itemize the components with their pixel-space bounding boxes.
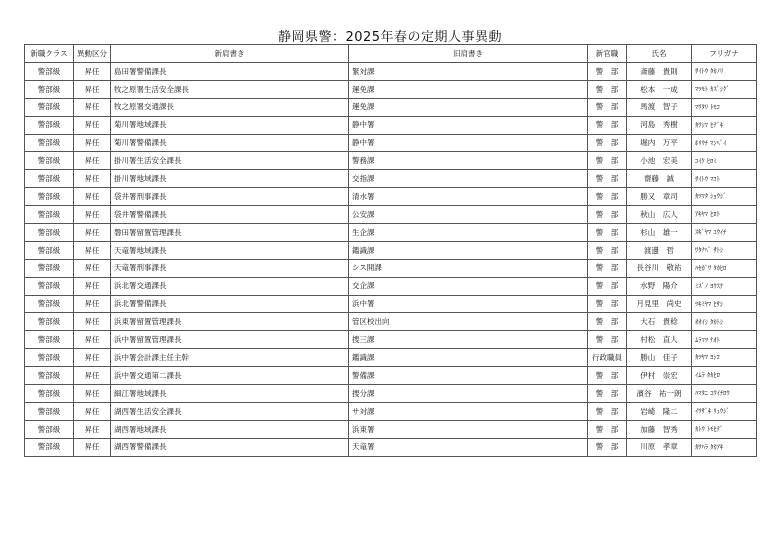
cell-transfer-type: 昇任: [74, 420, 111, 438]
cell-new-title: 牧之原署交通課長: [111, 98, 349, 116]
cell-new-title: 浜東署留置管理課長: [111, 313, 349, 331]
column-header-old-title: 旧肩書き: [349, 45, 588, 63]
cell-new-rank: 警 部: [588, 367, 627, 385]
cell-transfer-type: 昇任: [74, 152, 111, 170]
cell-transfer-type: 昇任: [74, 367, 111, 385]
table-row: [25, 63, 757, 81]
cell-new-title: 掛川署生活安全課長: [111, 152, 349, 170]
cell-new-rank: 警 部: [588, 385, 627, 403]
cell-new-class: 警部級: [25, 80, 74, 98]
cell-transfer-type: 昇任: [74, 170, 111, 188]
cell-old-title: 浜東署: [349, 420, 588, 438]
cell-new-rank: 警 部: [588, 331, 627, 349]
cell-new-title: 磐田署留置管理課長: [111, 224, 349, 242]
cell-transfer-type: 昇任: [74, 134, 111, 152]
cell-new-title: 菊川署警備課長: [111, 134, 349, 152]
cell-new-class: 警部級: [25, 331, 74, 349]
cell-old-title: 緊対課: [349, 63, 588, 81]
cell-new-title: 菊川署地域課長: [111, 116, 349, 134]
cell-furigana: ｺｲｹ ﾋﾛﾐ: [692, 152, 757, 170]
table-row: [25, 367, 757, 385]
cell-new-rank: 警 部: [588, 241, 627, 259]
cell-new-class: 警部級: [25, 277, 74, 295]
cell-new-rank: 警 部: [588, 134, 627, 152]
cell-name: 長谷川 敬祐: [627, 259, 692, 277]
cell-new-rank: 警 部: [588, 259, 627, 277]
cell-new-rank: 警 部: [588, 116, 627, 134]
cell-old-title: 鑑識課: [349, 349, 588, 367]
cell-new-rank: 警 部: [588, 420, 627, 438]
cell-old-title: 鑑識課: [349, 241, 588, 259]
table-row: [25, 349, 757, 367]
table-row: [25, 188, 757, 206]
cell-old-title: シス開課: [349, 259, 588, 277]
cell-new-class: 警部級: [25, 170, 74, 188]
cell-new-rank: 警 部: [588, 188, 627, 206]
cell-old-title: 警務課: [349, 152, 588, 170]
cell-transfer-type: 昇任: [74, 331, 111, 349]
cell-new-rank: 警 部: [588, 170, 627, 188]
cell-old-title: 交企課: [349, 277, 588, 295]
header-row: [25, 45, 757, 63]
cell-old-title: 清水署: [349, 188, 588, 206]
cell-new-title: 袋井署刑事課長: [111, 188, 349, 206]
cell-old-title: 静中署: [349, 116, 588, 134]
cell-transfer-type: 昇任: [74, 188, 111, 206]
cell-name: 濱谷 祐一朗: [627, 385, 692, 403]
table-body: [25, 63, 757, 457]
cell-name: 秋山 広人: [627, 206, 692, 224]
cell-transfer-type: 昇任: [74, 438, 111, 456]
cell-new-rank: 警 部: [588, 438, 627, 456]
cell-transfer-type: 昇任: [74, 349, 111, 367]
cell-name: 大石 貴稔: [627, 313, 692, 331]
cell-furigana: ｶﾄｳ ﾄﾓﾋﾃﾞ: [692, 420, 757, 438]
table-row: [25, 134, 757, 152]
cell-new-class: 警部級: [25, 188, 74, 206]
cell-new-class: 警部級: [25, 116, 74, 134]
cell-new-class: 警部級: [25, 420, 74, 438]
cell-new-title: 湖西署地域課長: [111, 420, 349, 438]
cell-name: 斎藤 貴則: [627, 63, 692, 81]
table-row: [25, 152, 757, 170]
cell-new-title: 袋井署警備課長: [111, 206, 349, 224]
cell-name: 月見里 尚史: [627, 295, 692, 313]
cell-furigana: ｶﾜﾊﾗ ﾀｶｱｷ: [692, 438, 757, 456]
cell-transfer-type: 昇任: [74, 313, 111, 331]
cell-name: 河島 秀樹: [627, 116, 692, 134]
cell-furigana: ﾏﾂﾓﾄ ｶｽﾞｼｹﾞ: [692, 80, 757, 98]
cell-new-rank: 警 部: [588, 402, 627, 420]
cell-name: 水野 陽介: [627, 277, 692, 295]
cell-name: 村松 直人: [627, 331, 692, 349]
cell-name: 加藤 智秀: [627, 420, 692, 438]
cell-transfer-type: 昇任: [74, 80, 111, 98]
cell-name: 杉山 雄一: [627, 224, 692, 242]
column-header-name: 氏名: [627, 45, 692, 63]
cell-new-rank: 警 部: [588, 98, 627, 116]
cell-old-title: 管区校出向: [349, 313, 588, 331]
cell-new-rank: 警 部: [588, 295, 627, 313]
cell-furigana: ｵｵｲｼ ﾀｶﾄｼ: [692, 313, 757, 331]
table-row: [25, 170, 757, 188]
column-header-new-class: 新職クラス: [25, 45, 74, 63]
cell-new-rank: 警 部: [588, 224, 627, 242]
cell-new-title: 掛川署地域課長: [111, 170, 349, 188]
cell-transfer-type: 昇任: [74, 241, 111, 259]
cell-new-rank: 警 部: [588, 277, 627, 295]
cell-new-title: 浜北署警備課長: [111, 295, 349, 313]
cell-furigana: ｲﾜｻﾞｷ ﾘｭｳｼﾞ: [692, 402, 757, 420]
cell-transfer-type: 昇任: [74, 295, 111, 313]
cell-new-title: 天竜署刑事課長: [111, 259, 349, 277]
cell-furigana: ﾂｷﾐﾔﾏ ﾋｻｼ: [692, 295, 757, 313]
cell-old-title: 生企課: [349, 224, 588, 242]
cell-new-class: 警部級: [25, 259, 74, 277]
cell-furigana: ﾐｽﾞﾉ ﾖｳｽｹ: [692, 277, 757, 295]
cell-old-title: サ対課: [349, 402, 588, 420]
cell-name: 伊村 崇宏: [627, 367, 692, 385]
table-row: [25, 259, 757, 277]
personnel-table: [24, 44, 757, 457]
cell-old-title: 公安課: [349, 206, 588, 224]
cell-new-rank: 警 部: [588, 313, 627, 331]
cell-furigana: ﾜﾀﾅﾍﾞ ｻﾄｼ: [692, 241, 757, 259]
cell-name: 川原 孝章: [627, 438, 692, 456]
cell-name: 馬渡 智子: [627, 98, 692, 116]
cell-new-title: 湖西署生活安全課長: [111, 402, 349, 420]
cell-old-title: 捜分課: [349, 385, 588, 403]
cell-new-title: 浜中署留置管理課長: [111, 331, 349, 349]
table-row: [25, 206, 757, 224]
cell-new-class: 警部級: [25, 367, 74, 385]
cell-furigana: ｱｷﾔﾏ ﾋﾛﾄ: [692, 206, 757, 224]
cell-transfer-type: 昇任: [74, 402, 111, 420]
cell-old-title: 静中署: [349, 134, 588, 152]
table-row: [25, 116, 757, 134]
cell-new-class: 警部級: [25, 206, 74, 224]
cell-old-title: 運免課: [349, 80, 588, 98]
cell-transfer-type: 昇任: [74, 63, 111, 81]
table-row: [25, 438, 757, 456]
cell-new-title: 島田署警備課長: [111, 63, 349, 81]
cell-name: 堀内 万平: [627, 134, 692, 152]
cell-name: 岩崎 隆二: [627, 402, 692, 420]
cell-furigana: ｻｲﾄｳ ﾏｺﾄ: [692, 170, 757, 188]
table-row: [25, 241, 757, 259]
table-row: [25, 295, 757, 313]
cell-furigana: ｶﾜｼﾏ ﾋﾃﾞｷ: [692, 116, 757, 134]
column-header-furigana: フリガナ: [692, 45, 757, 63]
table-row: [25, 80, 757, 98]
cell-new-rank: 警 部: [588, 80, 627, 98]
cell-new-title: 天竜署地域課長: [111, 241, 349, 259]
cell-new-class: 警部級: [25, 295, 74, 313]
table-row: [25, 224, 757, 242]
cell-old-title: 捜三課: [349, 331, 588, 349]
cell-old-title: 天竜署: [349, 438, 588, 456]
cell-new-title: 湖西署警備課長: [111, 438, 349, 456]
cell-transfer-type: 昇任: [74, 206, 111, 224]
column-header-new-rank: 新官職: [588, 45, 627, 63]
table-row: [25, 385, 757, 403]
cell-new-class: 警部級: [25, 134, 74, 152]
cell-new-title: 牧之原署生活安全課長: [111, 80, 349, 98]
cell-old-title: 警備課: [349, 367, 588, 385]
table-row: [25, 277, 757, 295]
cell-furigana: ﾏﾜﾀﾘ ﾄﾓｺ: [692, 98, 757, 116]
cell-name: 渡邊 哲: [627, 241, 692, 259]
cell-new-class: 警部級: [25, 224, 74, 242]
table-row: [25, 420, 757, 438]
cell-new-rank: 警 部: [588, 63, 627, 81]
cell-furigana: ﾑﾗﾏﾂ ﾅｵﾄ: [692, 331, 757, 349]
cell-new-rank: 警 部: [588, 152, 627, 170]
cell-new-class: 警部級: [25, 385, 74, 403]
cell-name: 勝山 佳子: [627, 349, 692, 367]
cell-name: 小池 宏美: [627, 152, 692, 170]
document-title: 静岡県警：2025年春の定期人事異動: [277, 30, 503, 45]
cell-new-rank: 行政職員: [588, 349, 627, 367]
cell-new-class: 警部級: [25, 98, 74, 116]
column-header-transfer-type: 異動区分: [74, 45, 111, 63]
cell-new-class: 警部級: [25, 438, 74, 456]
cell-old-title: 浜中署: [349, 295, 588, 313]
cell-old-title: 運免課: [349, 98, 588, 116]
cell-furigana: ﾊｾｶﾞﾜ ﾀｶﾋﾛ: [692, 259, 757, 277]
cell-furigana: ｶﾂﾏﾀ ｼｮｳｼﾞ: [692, 188, 757, 206]
cell-new-class: 警部級: [25, 241, 74, 259]
cell-transfer-type: 昇任: [74, 98, 111, 116]
cell-name: 齋藤 誠: [627, 170, 692, 188]
table-row: [25, 402, 757, 420]
cell-new-rank: 警 部: [588, 206, 627, 224]
cell-new-class: 警部級: [25, 152, 74, 170]
cell-furigana: ｽｷﾞﾔﾏ ﾕｳｲﾁ: [692, 224, 757, 242]
table-row: [25, 331, 757, 349]
cell-new-title: 浜中署交通第二課長: [111, 367, 349, 385]
cell-transfer-type: 昇任: [74, 224, 111, 242]
cell-transfer-type: 昇任: [74, 277, 111, 295]
cell-new-class: 警部級: [25, 402, 74, 420]
table-row: [25, 313, 757, 331]
cell-new-class: 警部級: [25, 313, 74, 331]
cell-furigana: ﾊﾏﾀﾆ ﾕｳｲﾁﾛｳ: [692, 385, 757, 403]
cell-transfer-type: 昇任: [74, 259, 111, 277]
cell-new-title: 浜北署交通課長: [111, 277, 349, 295]
cell-transfer-type: 昇任: [74, 385, 111, 403]
cell-name: 勝又 章司: [627, 188, 692, 206]
cell-new-title: 細江署地域課長: [111, 385, 349, 403]
table-row: [25, 98, 757, 116]
cell-furigana: ｲﾑﾗ ﾀｶﾋﾛ: [692, 367, 757, 385]
cell-old-title: 交指課: [349, 170, 588, 188]
cell-furigana: ｻｲﾄｳ ﾀｶﾉﾘ: [692, 63, 757, 81]
cell-transfer-type: 昇任: [74, 116, 111, 134]
cell-furigana: ﾎﾘｳﾁ ﾏﾝﾍﾟｲ: [692, 134, 757, 152]
cell-name: 松本 一成: [627, 80, 692, 98]
cell-new-title: 浜中署会計課主任主幹: [111, 349, 349, 367]
cell-furigana: ｶﾂﾔﾏ ﾖｼｺ: [692, 349, 757, 367]
cell-new-class: 警部級: [25, 63, 74, 81]
column-header-new-title: 新肩書き: [111, 45, 349, 63]
cell-new-class: 警部級: [25, 349, 74, 367]
